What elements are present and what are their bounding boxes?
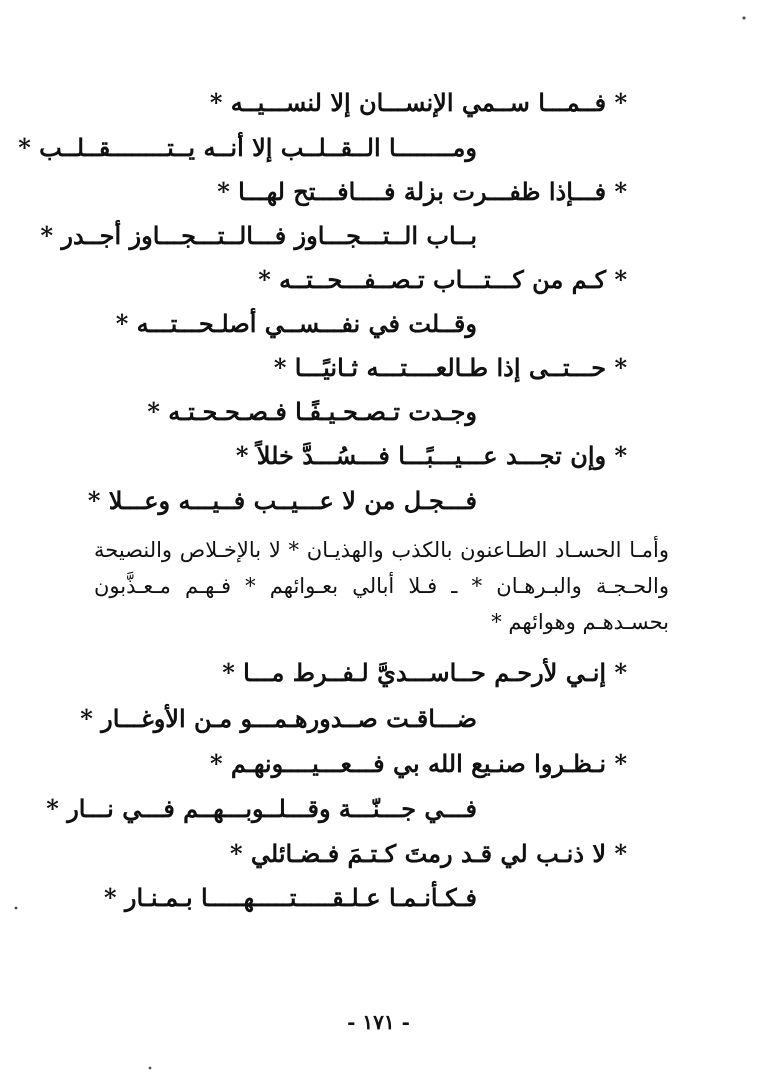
poem1-line4-hemistich2: وجـدت تـصـحـيـفًـا فـصـحـحـتـه * <box>147 397 477 426</box>
poem2-line1-hemistich2: ضـــاقـت صــدورهـمـــو مـن الأوغـــار * <box>80 704 477 733</box>
poem2-line3-hemistich2: فـكـأنـمـا عـلـقـــــتـــــهـــــا بـمـنـار * <box>104 883 477 912</box>
poem1-line3-hemistich1: * كـم من كـــتـــاب تـصــفـــحــتــه * <box>258 265 627 294</box>
poem1-line5-hemistich1: * وإن تجـــد عـــيـــبًـــا فـــسُـــدَّ خللاً * <box>235 441 627 470</box>
poem1-line2-hemistich2: بــاب الــتـــجـــاوز فـــالــتـــجـــاوز أجــدر * <box>40 221 477 250</box>
poem1-line1-hemistich2: ومــــــــا الــقــلــب إلا أنــه يــتــــــــقــلــب * <box>18 133 477 162</box>
poem1-line3-hemistich2: وقــلت في نفـــســي أصلـحـــتـــه * <box>115 309 477 338</box>
poem1-line5-hemistich2: فـــجـل من لا عـــيــب فــيـــه وعـــلا * <box>87 486 477 515</box>
poem2-line1-hemistich1: * إنـي لأرحـم حــاســـديَّ لـفــرط مـــا * <box>222 658 627 687</box>
poem1-line2-hemistich1: * فـــإذا ظفـــرت بزلة فــــافـــتح لهـــا * <box>217 177 627 206</box>
poem2-line2-hemistich2: فـــي جـــنّـــة وقـــلــوبـــهــم فـــي نـــار * <box>46 794 477 823</box>
poem1-line1-hemistich1: * فــمـــا ســمي الإنســـان إلا لنســـيــه * <box>209 88 627 117</box>
prose-paragraph: وأمـا الحسـاد الطـاعنون بالكذب والهذيـان * لا بالإخـلاص والنصيحة والحـجـة والبـرهـان * ـ فـلا أبالي بعـوائهم * فـهـم مـعـذَّبون بحسـدهـم وهوائهم * <box>94 538 669 634</box>
poem2-line2-hemistich1: * نـظـروا صنـيع الله بي فـــعـــيــــونهـم * <box>209 749 627 778</box>
poem2-line3-hemistich1: * لا ذنـب لي قـد رمتَ كـتـمَ فـضـائلي * <box>229 839 627 868</box>
page-number: - ١٧١ - <box>347 1010 410 1034</box>
poem1-line4-hemistich1: * حـــتــى إذا طـالعــــتـــه ثـانيًـــا * <box>273 353 627 382</box>
